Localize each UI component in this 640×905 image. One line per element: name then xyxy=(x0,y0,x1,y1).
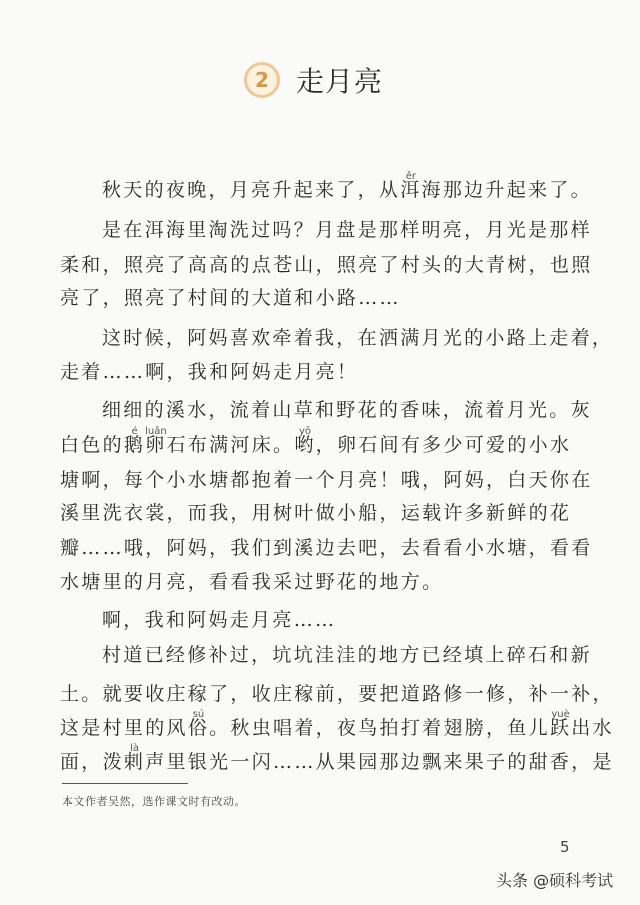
text-line xyxy=(60,501,571,525)
text-segment: 走着……啊，我和阿妈走月亮！ xyxy=(60,361,359,383)
text-line xyxy=(60,468,593,492)
lesson-header xyxy=(244,58,383,102)
page-title: 走月亮 xyxy=(296,65,384,98)
page-number: 5 xyxy=(560,838,570,856)
text-line xyxy=(60,570,443,594)
annotated-character: 卵 luǎn xyxy=(145,434,166,456)
text-line xyxy=(102,398,592,422)
annotated-character: 洱 ěr xyxy=(400,179,421,201)
text-segment: 塘啊，每个小水塘都抱着一个月亮！哦，阿妈，白天你在 xyxy=(60,469,593,491)
text-segment: 啊，我和阿妈走月亮…… xyxy=(102,609,337,631)
annotated-character: 哟 yō xyxy=(294,434,315,456)
text-segment: 面，泼 xyxy=(60,751,124,773)
text-line xyxy=(102,171,592,202)
text-segment: 声里银光一闪……从果园那边飘来果子的甜香，是 xyxy=(145,751,614,773)
text-segment: 细细的溪水，流着山草和野花的香味，流着月光。灰 xyxy=(102,399,592,421)
text-segment: 白色的 xyxy=(60,434,124,456)
text-segment: 柔和，照亮了高高的点苍山，照亮了村头的大青树，也照 xyxy=(60,254,593,276)
text-segment: 出水 xyxy=(571,717,614,739)
text-segment: 。秋虫唱着，夜鸟拍打着翅膀，鱼儿 xyxy=(209,717,550,739)
pinyin-annotation: é xyxy=(131,426,138,437)
text-segment: 村道已经修补过，坑坑洼洼的地方已经填上碎石和新 xyxy=(102,644,592,666)
pinyin-annotation: sú xyxy=(192,709,205,720)
text-line xyxy=(60,286,401,310)
text-segment: 是在洱海里淘洗过吗？月盘是那样明亮，月光是那样 xyxy=(102,219,592,241)
annotated-character: 鹅 é xyxy=(124,434,145,456)
text-segment: 瓣……哦，阿妈，我们到溪边去吧，去看看小水塘，看看 xyxy=(60,537,593,559)
text-line xyxy=(102,608,336,632)
text-segment: 这时候，阿妈喜欢牵着我，在洒满月光的小路上走着， xyxy=(102,327,614,349)
pinyin-annotation: ěr xyxy=(405,171,416,182)
text-segment: 水塘里的月亮，看看我采过野花的地方。 xyxy=(60,571,444,593)
text-line xyxy=(60,253,593,277)
annotated-character: 俗 sú xyxy=(188,717,209,739)
footnote: 本文作者吴然，选作课文时有改动。 xyxy=(62,795,246,808)
text-line xyxy=(60,743,614,774)
text-segment: ，卵石间有多少可爱的小水 xyxy=(315,434,572,456)
text-line xyxy=(60,536,593,560)
text-line xyxy=(60,682,614,706)
watermark: 头条 @硕科考试 xyxy=(496,871,614,890)
text-line xyxy=(102,218,592,242)
text-segment: 土。就要收庄稼了，收庄稼前，要把道路修一修，补一补， xyxy=(60,683,614,705)
annotated-character: 剌 là xyxy=(124,751,145,773)
pinyin-annotation: yō xyxy=(298,426,312,437)
text-segment: 这是村里的风 xyxy=(60,717,188,739)
pinyin-annotation: yuè xyxy=(551,709,570,720)
text-segment: 海那边升起来了。 xyxy=(421,179,592,201)
text-segment: 亮了，照亮了村间的大道和小路…… xyxy=(60,287,401,309)
footnote-divider xyxy=(62,783,188,784)
text-line xyxy=(60,426,572,457)
text-line xyxy=(102,643,592,667)
lesson-number-badge: 2 xyxy=(244,62,280,98)
text-segment: 溪里洗衣裳，而我，用树叶做小船，运载许多新鲜的花 xyxy=(60,502,572,524)
text-line xyxy=(60,709,614,740)
pinyin-annotation: là xyxy=(130,743,140,754)
annotated-character: 跃 yuè xyxy=(550,717,571,739)
text-segment: 石布满河床。 xyxy=(166,434,295,456)
text-line xyxy=(102,326,613,350)
text-segment: 秋天的夜晚，月亮升起来了，从 xyxy=(102,179,401,201)
text-line xyxy=(60,360,358,384)
pinyin-annotation: luǎn xyxy=(145,426,167,437)
